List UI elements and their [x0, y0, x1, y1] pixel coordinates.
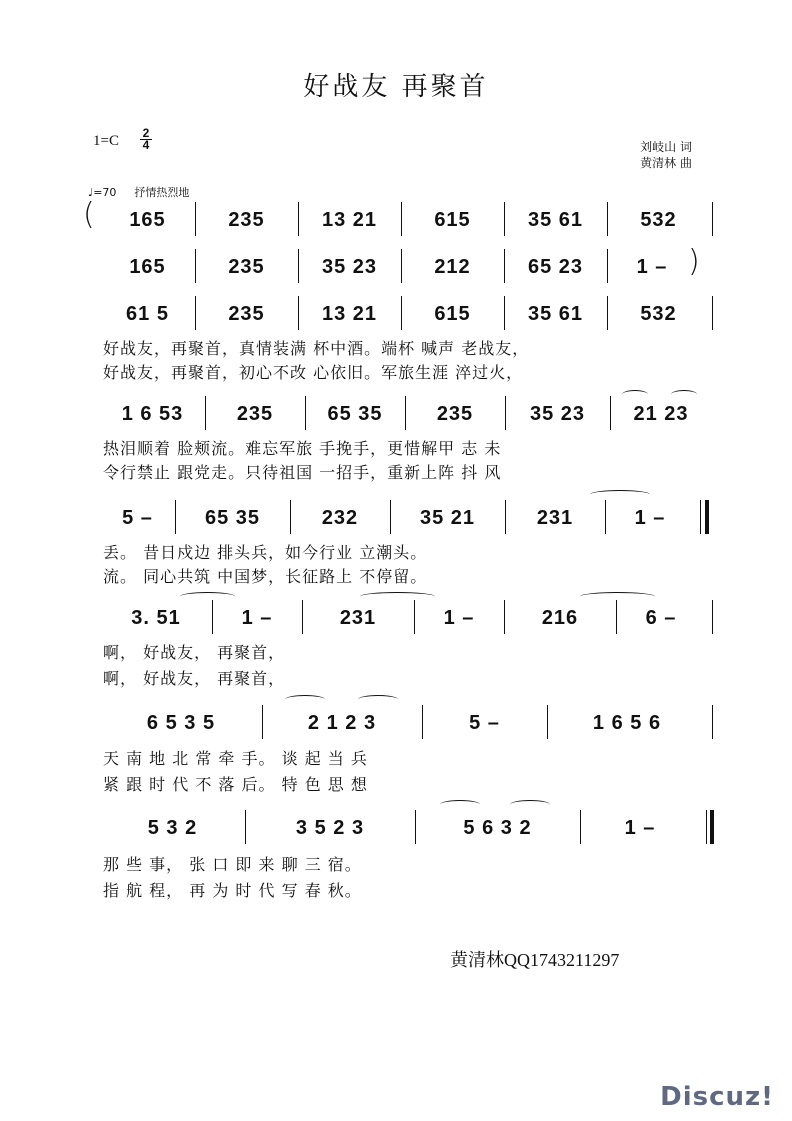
- tie-mark: [180, 592, 235, 601]
- open-repeat-paren: (: [83, 197, 95, 232]
- measure: 1 –: [624, 816, 656, 839]
- measure: 212: [434, 255, 471, 278]
- measure: 165: [129, 208, 166, 231]
- lyric-line: 指 航 程， 再 为 时 代 写 春 秋。: [103, 881, 362, 900]
- bar-line: [712, 705, 713, 739]
- measure: 3. 51: [131, 606, 181, 629]
- measure: 35 61: [527, 208, 584, 231]
- repeat-bar: [705, 500, 709, 534]
- measure: 1 6 53: [121, 402, 184, 425]
- measure: 235: [436, 402, 474, 425]
- measure: 615: [434, 302, 471, 325]
- tie-mark: [580, 592, 655, 601]
- measure: 35 23: [529, 402, 586, 425]
- discuz-watermark: Discuz!: [660, 1082, 774, 1112]
- lyric-line: 好战友，再聚首，真情装满 杯中酒。端杯 喊声 老战友，: [103, 339, 530, 358]
- lyric-line: 那 些 事， 张 口 即 来 聊 三 宿。: [103, 855, 362, 874]
- measure: 13 21: [321, 302, 378, 325]
- lyric-line: 紧 跟 时 代 不 落 后。 特 色 思 想: [103, 775, 368, 794]
- measure: 615: [434, 208, 471, 231]
- measure: 5 3 2: [147, 816, 198, 839]
- measure: 1 –: [241, 606, 273, 629]
- measure: 35 23: [321, 255, 378, 278]
- staff-system-5: [100, 500, 720, 536]
- measure: 235: [228, 255, 265, 278]
- measure: 1 6 5 6: [592, 711, 662, 734]
- lyric-line: 啊， 好战友， 再聚首，: [103, 643, 286, 662]
- staff-system-7: [100, 705, 720, 741]
- measure: 235: [228, 302, 265, 325]
- bar-line: [712, 600, 713, 634]
- measure: 5 –: [469, 711, 500, 734]
- measure: 61 5: [126, 302, 169, 325]
- author-signature: 黄清林QQ1743211297: [450, 950, 620, 970]
- slur-mark: [285, 695, 325, 704]
- tie-mark: [360, 592, 435, 601]
- measure: 65 35: [204, 506, 261, 529]
- slur-mark: [671, 390, 697, 399]
- measure: 35 61: [527, 302, 584, 325]
- measure: 532: [640, 302, 677, 325]
- composer-credit: 黄清林 曲: [640, 156, 692, 170]
- key-signature: 1=C: [93, 133, 119, 149]
- tempo-marking: ♩=70 抒情热烈地: [88, 186, 190, 199]
- measure: 13 21: [321, 208, 378, 231]
- measure: 231: [536, 506, 574, 529]
- bar-line: [712, 202, 713, 236]
- measure: 216: [541, 606, 579, 629]
- measure: 232: [321, 506, 359, 529]
- lyric-line: 丢。 昔日戍边 排头兵，如今行业 立潮头。: [103, 543, 428, 562]
- measure: 6 –: [645, 606, 677, 629]
- measure: 21 23: [633, 402, 689, 425]
- measure: 5 –: [122, 506, 153, 529]
- lyric-line: 好战友，再聚首，初心不改 心依旧。军旅生涯 淬过火，: [103, 363, 524, 382]
- time-signature: 2 4: [140, 128, 152, 151]
- measure: 6 5 3 5: [146, 711, 216, 734]
- song-title: 好战友 再聚首: [303, 72, 489, 102]
- slur-mark: [510, 800, 550, 809]
- lyricist-credit: 刘岐山 词: [640, 140, 692, 154]
- end-bar: [710, 810, 714, 844]
- bar-line: [706, 810, 707, 844]
- staff-system-4: [100, 396, 720, 432]
- lyric-line: 流。 同心共筑 中国梦，长征路上 不停留。: [103, 567, 428, 586]
- staff-system-6: [100, 600, 720, 636]
- measure: 65 23: [527, 255, 584, 278]
- measure: 1 –: [443, 606, 475, 629]
- measure: 2 1 2 3: [307, 711, 377, 734]
- measure: 1 –: [634, 506, 666, 529]
- lyric-line: 天 南 地 北 常 牵 手。 谈 起 当 兵: [103, 749, 368, 768]
- staff-system-8: [100, 810, 720, 846]
- lyric-line: 令行禁止 跟党走。只待祖国 一招手，重新上阵 抖 风: [103, 463, 502, 482]
- measure: 235: [228, 208, 265, 231]
- tie-mark: [590, 490, 650, 499]
- measure: 165: [129, 255, 166, 278]
- lyric-line: 啊， 好战友， 再聚首，: [103, 669, 286, 688]
- slur-mark: [622, 390, 648, 399]
- bar-line: [700, 500, 701, 534]
- measure: 35 21: [419, 506, 476, 529]
- measure: 1 –: [636, 255, 668, 278]
- measure: 65 35: [327, 402, 383, 425]
- staff-system-1: [100, 202, 720, 238]
- slur-mark: [358, 695, 398, 704]
- measure: 3 5 2 3: [295, 816, 365, 839]
- measure: 231: [339, 606, 377, 629]
- measure: 532: [640, 208, 677, 231]
- measure: 5 6 3 2: [463, 816, 532, 839]
- close-repeat-paren: ): [688, 244, 700, 279]
- slur-mark: [440, 800, 480, 809]
- lyric-line: 热泪顺着 脸颊流。难忘军旅 手挽手，更惜解甲 志 未: [103, 439, 502, 458]
- bar-line: [712, 296, 713, 330]
- measure: 235: [236, 402, 274, 425]
- staff-system-2: [100, 249, 720, 285]
- staff-system-3: [100, 296, 720, 332]
